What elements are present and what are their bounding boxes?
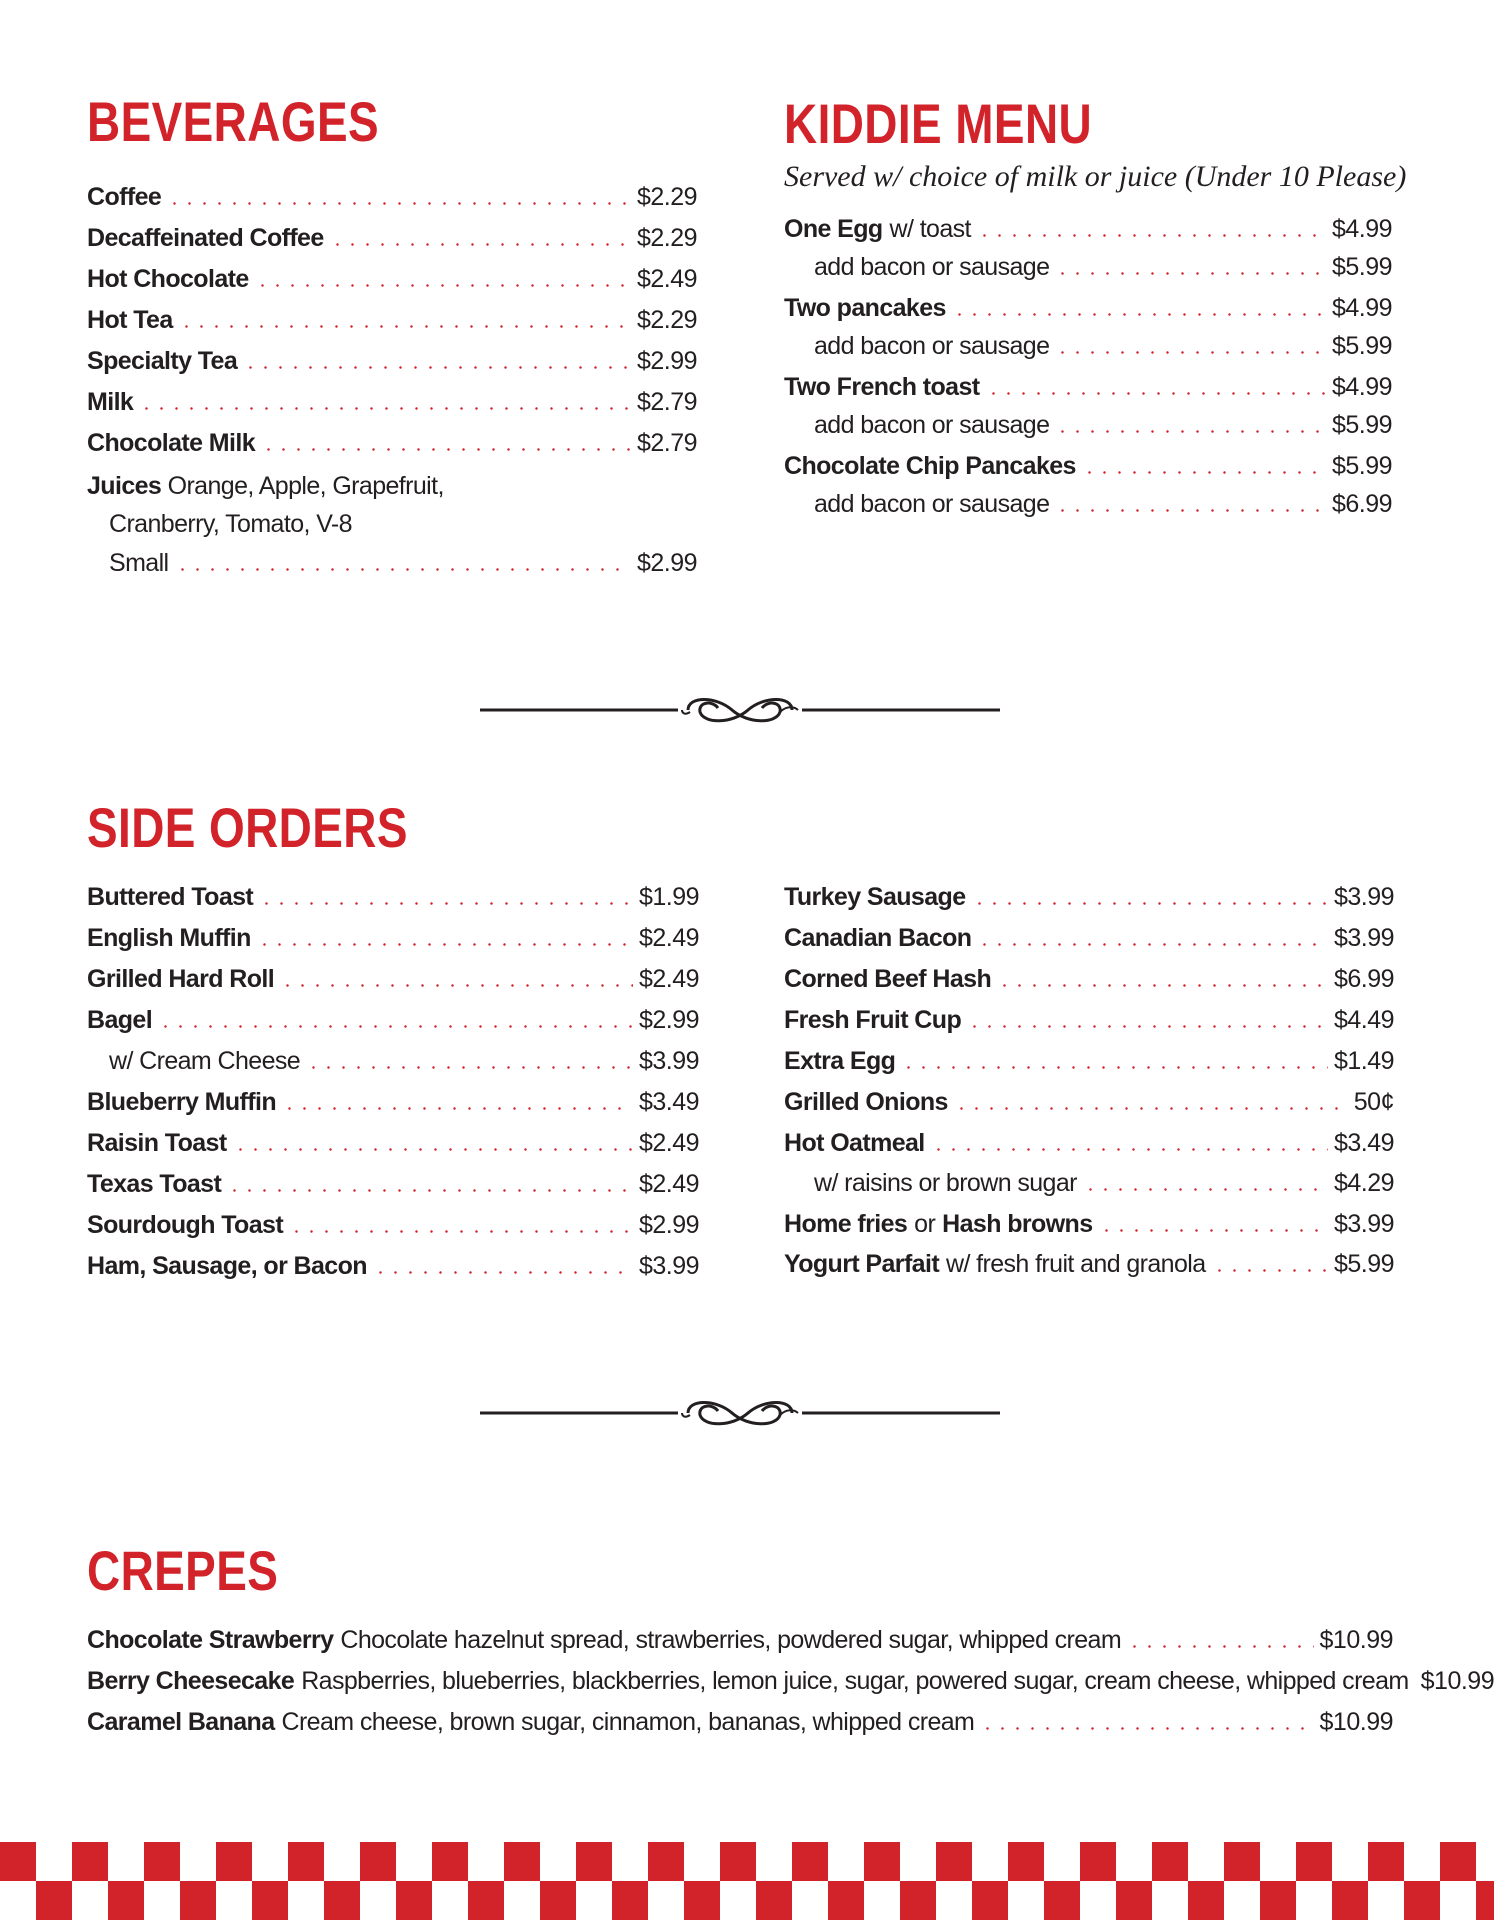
checker-square (432, 1842, 468, 1881)
dot-leader (139, 407, 631, 410)
checker-square (1080, 1842, 1116, 1881)
item-price: $2.49 (638, 1129, 699, 1157)
item-name: Extra Egg (784, 1047, 896, 1075)
dot-leader (972, 902, 1328, 905)
item-price: $2.29 (636, 183, 697, 211)
item-name: Coffee (87, 183, 162, 211)
item-price: $6.99 (1331, 490, 1392, 518)
item-price: $2.49 (638, 924, 699, 952)
menu-item (784, 325, 1392, 361)
dot-leader (954, 1107, 1348, 1110)
item-price: $3.49 (638, 1088, 699, 1116)
item-price: $3.99 (638, 1252, 699, 1280)
item-price: $3.99 (1333, 883, 1394, 911)
dot-leader (167, 202, 631, 205)
item-price: $2.79 (636, 388, 697, 416)
item-price: $6.99 (1333, 965, 1394, 993)
checker-square (1152, 1842, 1188, 1881)
item-price: $2.79 (636, 429, 697, 457)
item-price: $2.49 (636, 265, 697, 293)
menu-item (87, 1040, 699, 1076)
checker-square (396, 1881, 432, 1920)
menu-item (87, 1245, 699, 1281)
menu-item (784, 483, 1392, 519)
item-description: Cream cheese, brown sugar, cinnamon, bananas, whipped cream (281, 1708, 975, 1736)
item-description: Cranberry, Tomato, V-8 (109, 510, 352, 538)
menu-item (87, 1204, 699, 1240)
menu-item (87, 1701, 1393, 1737)
checker-square (1116, 1881, 1152, 1920)
dot-leader (977, 234, 1326, 237)
item-price: $3.49 (1333, 1129, 1394, 1157)
item-name: Chocolate Milk (87, 429, 256, 457)
menu-item (87, 1660, 1494, 1696)
dot-leader (306, 1066, 633, 1069)
menu-item (87, 999, 699, 1035)
item-price: $4.99 (1331, 373, 1392, 401)
side-orders-heading: SIDE ORDERS (87, 796, 408, 859)
checker-square (936, 1842, 972, 1881)
dot-leader (280, 984, 633, 987)
menu-item (784, 1243, 1394, 1279)
juices-line-1 (87, 472, 444, 501)
menu-item (784, 1122, 1394, 1158)
item-name: Hot Tea (87, 306, 173, 334)
checker-square (612, 1881, 648, 1920)
ornamental-divider (480, 1393, 1000, 1433)
checker-square (1188, 1881, 1224, 1920)
menu-item (87, 176, 697, 212)
item-description: Chocolate hazelnut spread, strawberries, powdered sugar, whipped cream (340, 1626, 1122, 1654)
dot-leader (980, 1727, 1313, 1730)
dot-leader (259, 902, 633, 905)
beverages-section (87, 90, 697, 594)
item-name: add bacon or sausage (814, 332, 1050, 360)
item-name-alt: Hash browns (942, 1210, 1093, 1238)
ornamental-divider (480, 690, 1000, 730)
item-name: Chocolate Chip Pancakes (784, 452, 1076, 480)
side-orders-left-column (87, 800, 699, 1290)
item-name: add bacon or sausage (814, 411, 1050, 439)
item-price: 50¢ (1353, 1088, 1394, 1116)
menu-item (87, 917, 699, 953)
item-name: Turkey Sausage (784, 883, 966, 911)
side-orders-right-column (784, 800, 1394, 1290)
item-name: Sourdough Toast (87, 1211, 284, 1239)
checker-square (648, 1842, 684, 1881)
checker-square (216, 1842, 252, 1881)
item-name: Bagel (87, 1006, 153, 1034)
item-price: $4.49 (1333, 1006, 1394, 1034)
item-price: $5.99 (1331, 253, 1392, 281)
item-price: $5.99 (1331, 452, 1392, 480)
item-price: $5.99 (1331, 332, 1392, 360)
dot-leader (289, 1230, 633, 1233)
checker-square (324, 1881, 360, 1920)
checker-square (1440, 1842, 1476, 1881)
checker-square (504, 1842, 540, 1881)
item-name: Home fries (784, 1210, 908, 1238)
item-name: add bacon or sausage (814, 490, 1050, 518)
menu-item (87, 1081, 699, 1117)
dot-leader (233, 1148, 633, 1151)
checkered-border (0, 1842, 1484, 1920)
item-description: w/ fresh fruit and granola (946, 1250, 1206, 1278)
item-name: Two pancakes (784, 294, 946, 322)
item-price: $2.99 (636, 347, 697, 375)
dot-leader (257, 943, 633, 946)
checker-square (1368, 1842, 1404, 1881)
item-name: add bacon or sausage (814, 253, 1050, 281)
checker-square (576, 1842, 612, 1881)
checker-square (1044, 1881, 1080, 1920)
menu-item (784, 287, 1392, 323)
item-price: $2.99 (636, 549, 697, 577)
checker-square (252, 1881, 288, 1920)
menu-item (87, 422, 697, 458)
item-price: $2.49 (638, 1170, 699, 1198)
menu-item (784, 1040, 1394, 1076)
checker-square (972, 1881, 1008, 1920)
item-name: Canadian Bacon (784, 924, 972, 952)
dot-leader (1055, 509, 1326, 512)
item-name: English Muffin (87, 924, 251, 952)
checker-square (540, 1881, 576, 1920)
dot-leader (179, 325, 631, 328)
menu-item (87, 1619, 1393, 1655)
item-price: $5.99 (1333, 1250, 1394, 1278)
item-name: w/ raisins or brown sugar (814, 1169, 1077, 1197)
dot-leader (1212, 1269, 1328, 1272)
menu-item (784, 958, 1394, 994)
item-name: Milk (87, 388, 134, 416)
menu-item (784, 404, 1392, 440)
item-name: One Egg (784, 215, 883, 243)
item-price: $3.99 (638, 1047, 699, 1075)
checker-square (900, 1881, 936, 1920)
dot-leader (255, 284, 631, 287)
dot-leader (967, 1025, 1328, 1028)
item-price: $2.49 (638, 965, 699, 993)
dot-leader (373, 1271, 633, 1274)
checker-square (360, 1842, 396, 1881)
item-price: $2.99 (638, 1006, 699, 1034)
checker-square (1404, 1881, 1440, 1920)
checker-square (1260, 1881, 1296, 1920)
menu-item (784, 1203, 1394, 1239)
dot-leader (997, 984, 1328, 987)
item-name: Raisin Toast (87, 1129, 227, 1157)
kiddie-menu-subtitle: Served w/ choice of milk or juice (Under 10 Please) (784, 160, 1407, 193)
item-price: $2.29 (636, 306, 697, 334)
menu-item (784, 917, 1394, 953)
dot-leader (261, 448, 631, 451)
menu-item (87, 1122, 699, 1158)
menu-item (87, 381, 697, 417)
dot-leader (977, 943, 1327, 946)
item-price: $10.99 (1319, 1626, 1393, 1654)
dot-leader (1083, 1188, 1328, 1191)
item-name: Texas Toast (87, 1170, 222, 1198)
checker-square (720, 1842, 756, 1881)
checker-square (1476, 1881, 1494, 1920)
item-name: Berry Cheesecake (87, 1667, 295, 1695)
item-name: Ham, Sausage, or Bacon (87, 1252, 367, 1280)
item-price: $10.99 (1319, 1708, 1393, 1736)
item-description: Orange, Apple, Grapefruit, (167, 472, 444, 500)
dot-leader (986, 392, 1326, 395)
checker-square (0, 1842, 36, 1881)
item-name: Specialty Tea (87, 347, 238, 375)
item-connector: or (914, 1210, 936, 1238)
item-name: Caramel Banana (87, 1708, 275, 1736)
item-description: w/ toast (889, 215, 971, 243)
checker-square (684, 1881, 720, 1920)
item-price: $10.99 (1420, 1667, 1494, 1695)
dot-leader (175, 568, 631, 571)
dot-leader (1127, 1645, 1313, 1648)
item-name: Grilled Hard Roll (87, 965, 275, 993)
menu-item (87, 958, 699, 994)
juices-line-2 (109, 510, 352, 539)
item-name: Hot Chocolate (87, 265, 249, 293)
item-description: Raspberries, blueberries, blackberries, lemon juice, sugar, powered sugar, cream cheese, whipped cream (301, 1667, 1409, 1695)
dot-leader (1055, 430, 1326, 433)
dot-leader (931, 1148, 1328, 1151)
menu-item (87, 876, 699, 912)
item-price: $1.99 (638, 883, 699, 911)
checker-square (1296, 1842, 1332, 1881)
checker-square (1224, 1842, 1260, 1881)
item-name: Chocolate Strawberry (87, 1626, 334, 1654)
menu-item (784, 1162, 1394, 1198)
menu-item (784, 445, 1392, 481)
dot-leader (282, 1107, 633, 1110)
dot-leader (952, 313, 1326, 316)
item-price: $3.99 (1333, 1210, 1394, 1238)
checker-square (180, 1881, 216, 1920)
item-price: $4.29 (1333, 1169, 1394, 1197)
item-price: $4.99 (1331, 294, 1392, 322)
dot-leader (330, 243, 631, 246)
checker-square (828, 1881, 864, 1920)
kiddie-menu-heading: KIDDIE MENU (784, 92, 1093, 155)
menu-item (784, 366, 1392, 402)
side-orders-section (87, 796, 1394, 1290)
item-price: $2.99 (638, 1211, 699, 1239)
item-name: Yogurt Parfait (784, 1250, 940, 1278)
item-name: Corned Beef Hash (784, 965, 992, 993)
menu-item (87, 1163, 699, 1199)
menu-item (87, 340, 697, 376)
dot-leader (227, 1189, 633, 1192)
checker-square (288, 1842, 324, 1881)
checker-square (468, 1881, 504, 1920)
checker-square (108, 1881, 144, 1920)
item-name: w/ Cream Cheese (109, 1047, 301, 1075)
item-name: Grilled Onions (784, 1088, 948, 1116)
item-price: $5.99 (1331, 411, 1392, 439)
item-name: Blueberry Muffin (87, 1088, 277, 1116)
dot-leader (243, 366, 631, 369)
item-price: $3.99 (1333, 924, 1394, 952)
dot-leader (1055, 272, 1326, 275)
checker-square (792, 1842, 828, 1881)
item-name: Buttered Toast (87, 883, 254, 911)
item-price: $2.29 (636, 224, 697, 252)
item-price: $1.49 (1333, 1047, 1394, 1075)
menu-item (87, 542, 697, 578)
menu-item (87, 258, 697, 294)
menu-item (87, 299, 697, 335)
menu-item (784, 999, 1394, 1035)
item-name: Small (109, 549, 169, 577)
checker-square (144, 1842, 180, 1881)
dot-leader (901, 1066, 1328, 1069)
crepes-section (87, 1539, 1494, 1743)
item-name: Juices (87, 472, 162, 500)
menu-item (87, 217, 697, 253)
menu-item (784, 1081, 1394, 1117)
crepes-heading: CREPES (87, 1539, 279, 1602)
item-price: $4.99 (1331, 215, 1392, 243)
item-name: Hot Oatmeal (784, 1129, 925, 1157)
checker-square (1332, 1881, 1368, 1920)
checker-square (36, 1881, 72, 1920)
dot-leader (1055, 351, 1326, 354)
kiddie-menu-section (784, 92, 1407, 536)
menu-item (784, 876, 1394, 912)
item-name: Two French toast (784, 373, 980, 401)
dot-leader (158, 1025, 633, 1028)
menu-item (784, 208, 1392, 244)
dot-leader (1082, 471, 1326, 474)
checker-square (864, 1842, 900, 1881)
item-name: Fresh Fruit Cup (784, 1006, 962, 1034)
checker-square (1008, 1842, 1044, 1881)
item-name: Decaffeinated Coffee (87, 224, 324, 252)
menu-item (784, 246, 1392, 282)
dot-leader (1099, 1229, 1328, 1232)
checker-square (756, 1881, 792, 1920)
beverages-heading: BEVERAGES (87, 90, 380, 153)
checker-square (72, 1842, 108, 1881)
